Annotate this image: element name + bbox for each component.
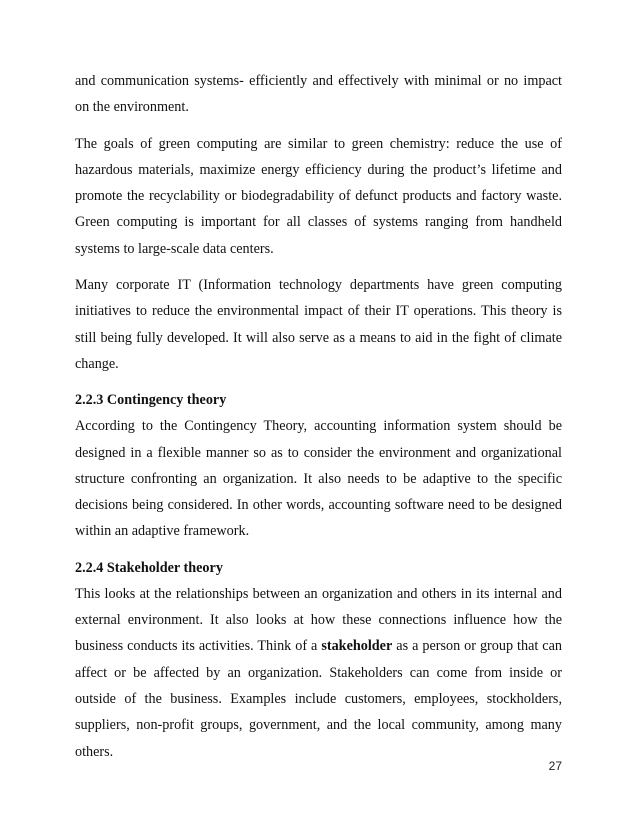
paragraph-stakeholder-theory [75, 581, 562, 765]
paragraph-contingency-theory: According to the Contingency Theory, accounting information system should be designed in a flexible manner so as to consider the environment and organizational structure confronting an organization. It also needs to be adaptive to the specific decisions being considered. In other words, accounting software need to be designed within an adaptive framework. [75, 418, 562, 540]
paragraph-green-computing-goals: The goals of green computing are similar to green chemistry: reduce the use of hazardous materials, maximize energy efficiency during the product’s lifetime and promote the recyclability or biodegradability of defunct products and factory waste. Green computing is important for all classes of systems ranging from handheld systems to large-scale data centers. [75, 135, 562, 257]
paragraph-gap [75, 121, 562, 131]
heading-stakeholder-theory: 2.2.4 Stakeholder theory [75, 559, 223, 576]
document-body [75, 68, 562, 765]
heading-contingency-theory: 2.2.3 Contingency theory [75, 392, 227, 409]
stakeholder-text-part-1: This looks at the relationships between an organization and others in its internal and external environment. It also looks at how these connections influence how the business conducts its activities. Think of a [75, 585, 562, 655]
paragraph-gap [75, 377, 562, 387]
paragraph-gap [75, 545, 562, 555]
stakeholder-text-part-2: as a person or group that can affect or be affected by an organization. Stakeholders can come from inside or outside of the business. Examples include customers, employees, stockholders, suppliers, non-profit groups, government, and the local community, among many others. [75, 638, 562, 760]
paragraph-corporate-it: Many corporate IT (Information technology departments have green computing initiatives to reduce the environmental impact of their IT operations. This theory is still being fully developed. It will also serve as a means to aid in the fight of climate change. [75, 277, 562, 372]
stakeholder-bold-term: stakeholder [321, 638, 393, 655]
paragraph-green-computing-intro: and communication systems- efficiently and effectively with minimal or no impact on the environment. [75, 73, 562, 116]
page-number: 27 [548, 759, 562, 773]
paragraph-gap [75, 262, 562, 272]
